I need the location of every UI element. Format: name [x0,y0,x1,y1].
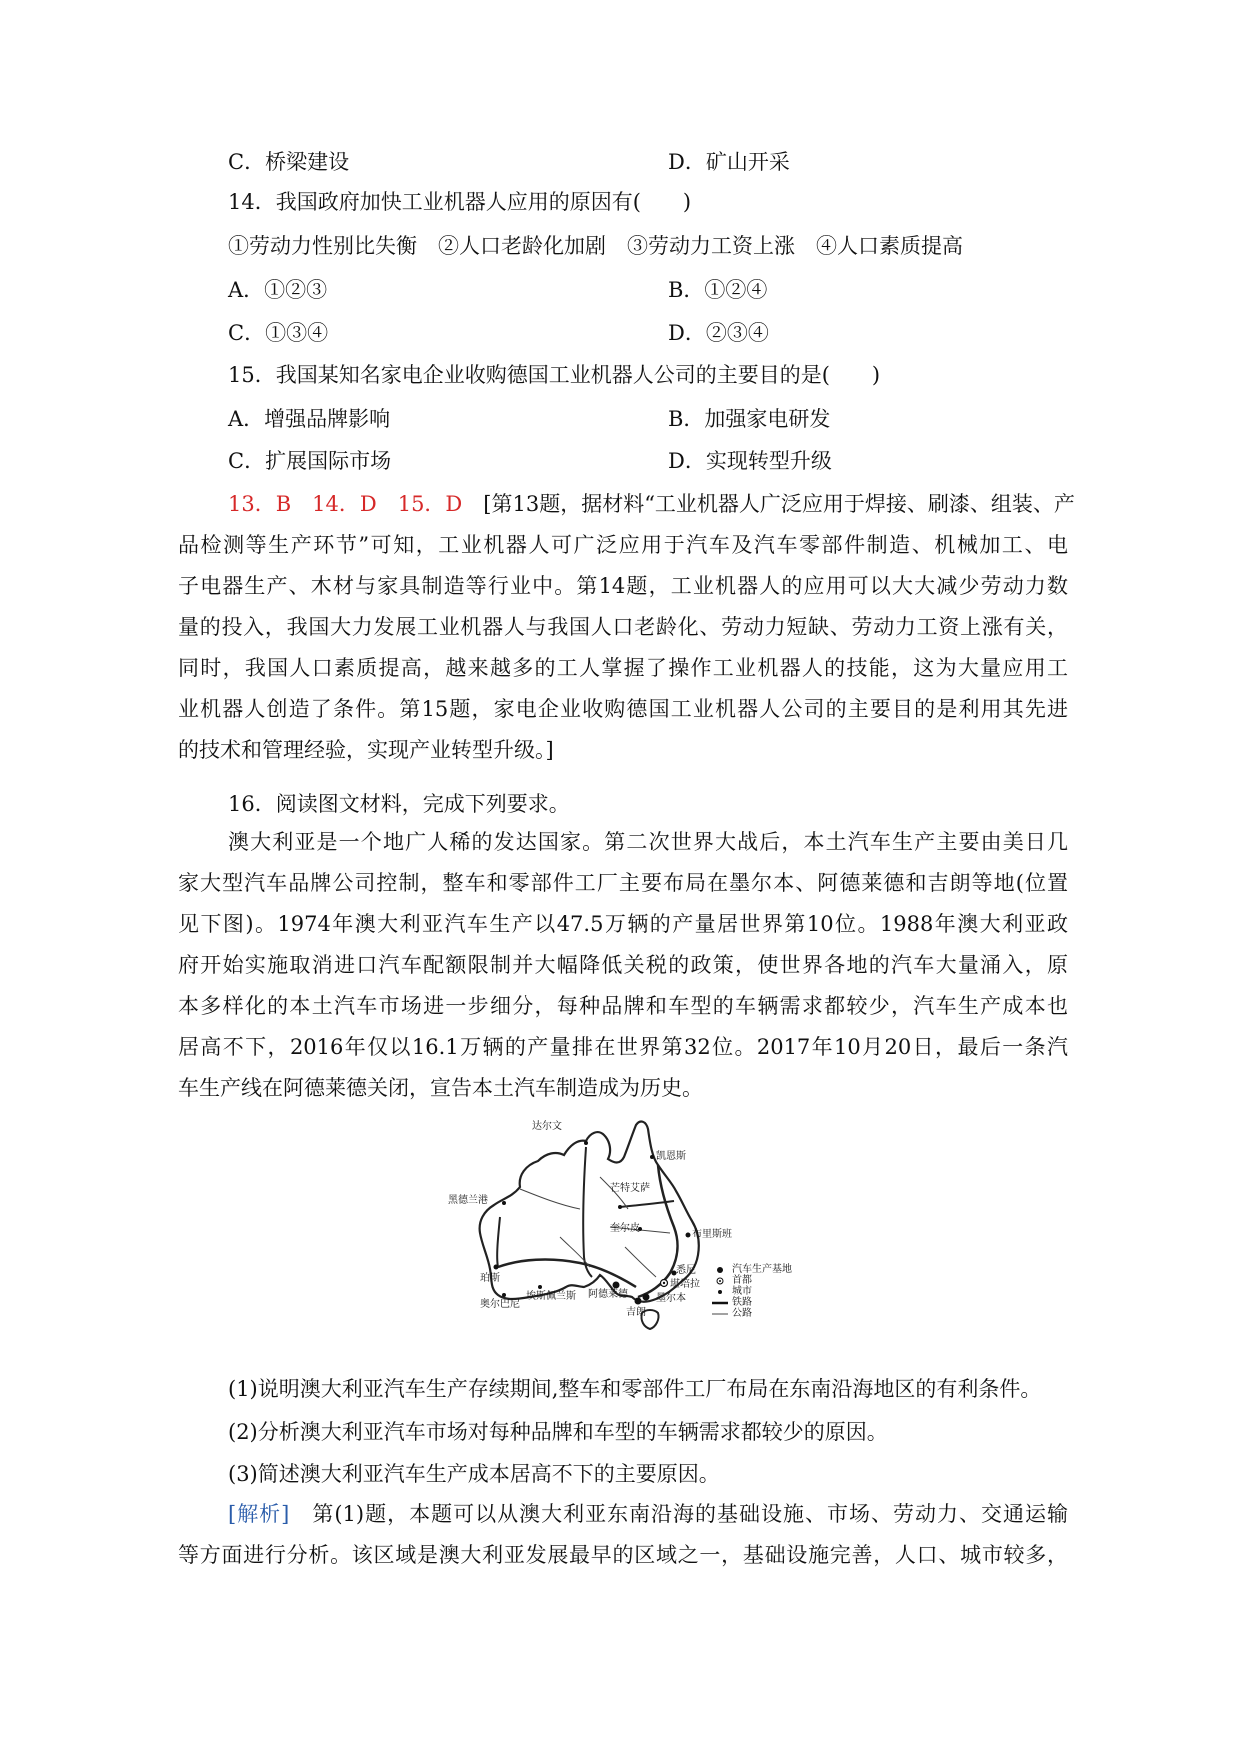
q15-options-ab [228,405,1128,433]
answer-line-1 [178,484,1075,525]
q16-sub3: (3)简述澳大利亚汽车生产成本居高不下的主要原因。 [228,1462,720,1486]
city-perth-marker [494,1265,499,1270]
material-line-2: 家大型汽车品牌公司控制，整车和零部件工厂主要布局在墨尔本、阿德莱德和吉朗等地(位置 [178,871,1068,895]
q16-stem: 16．阅读图文材料，完成下列要求。 [228,792,570,816]
label-melbourne: 墨尔本 [656,1293,686,1304]
material-line-7: 车生产线在阿德莱德关闭，宣告本土汽车制造成为历史。 [178,1076,703,1100]
q15-stem: 15．我国某知名家电企业收购德国工业机器人公司的主要目的是( ) [228,363,881,387]
answer-line-6: 业机器人创造了条件。第15题，家电企业收购德国工业机器人公司的主要目的是利用其先进 [178,697,1068,721]
label-sydney: 悉尼 [676,1265,696,1276]
q14-stem: 14．我国政府加快工业机器人应用的原因有( ) [228,190,692,214]
material-line-5: 本多样化的本土汽车市场进一步细分，每种品牌和车型的车辆需求都较少，汽车生产成本也 [178,994,1068,1018]
base-melbourne-marker [643,1294,650,1301]
legend-capital-label: 首都 [732,1275,752,1286]
q15-option-c: C．扩展国际市场 [228,449,392,473]
label-adelaide: 阿德莱德 [588,1289,628,1300]
city-darwin-marker [584,1141,588,1145]
answer-text-1: [第13题，据材料“工业机器人广泛应用于焊接、刷漆、组装、产 [462,492,1075,516]
q16-sub2: (2)分析澳大利亚汽车市场对每种品牌和车型的车辆需求都较少的原因。 [228,1420,888,1444]
analysis-line-1 [178,1494,1068,1535]
label-port-hedland: 黑德兰港 [448,1195,488,1206]
label-mount-isa: 芒特艾萨 [610,1183,650,1194]
material-line-1: 澳大利亚是一个地广人稀的发达国家。第二次世界大战后，本土汽车生产主要由美日几 [228,830,1068,854]
label-canberra: 堪培拉 [670,1279,700,1290]
q13-option-c: C．桥梁建设 [228,150,350,174]
label-quilpie: 奎尔皮 [610,1223,640,1234]
answer-key: 13．B 14．D 15．D [228,492,463,516]
australia-map [448,1117,820,1347]
material-line-3: 见下图)。1974年澳大利亚汽车生产以47.5万辆的产量居世界第10位。1988年澳大利亚政 [178,912,1068,936]
capital-canberra-dot [663,1282,665,1284]
analysis-text-1: 第(1)题，本题可以从澳大利亚东南沿海的基础设施、市场、劳动力、交通运输 [289,1502,1068,1526]
city-mountisa-marker [618,1205,622,1209]
q14-option-a: A．①②③ [228,278,328,302]
q14-option-d: D．②③④ [668,321,769,345]
q14-options-ab [228,276,1128,304]
material-line-6: 居高不下，2016年仅以16.1万辆的产量排在世界第32位。2017年10月20日，最后一条汽 [178,1035,1068,1059]
q14-items: ①劳动力性别比失衡 ②人口老龄化加剧 ③劳动力工资上涨 ④人口素质提高 [228,234,963,258]
city-esperance-marker [538,1285,542,1289]
city-albany-marker [502,1293,506,1297]
q15-option-a: A．增强品牌影响 [228,407,391,431]
material-line-4: 府开始实施取消进口汽车配额限制并大幅降低关税的政策，使世界各地的汽车大量涌入，原 [178,953,1068,977]
base-geelong-marker [635,1298,642,1305]
label-brisbane: 布里斯班 [692,1229,732,1240]
analysis-tag: [解析] [228,1502,290,1526]
answer-line-3: 子电器生产、木材与家具制造等行业中。第14题，工业机器人的应用可以大大减少劳动力数 [178,574,1068,598]
q13-option-d: D．矿山开采 [668,150,790,174]
legend-road-label: 公路 [732,1308,752,1319]
label-darwin: 达尔文 [532,1121,562,1132]
legend-base-symbol [717,1267,723,1273]
q16-sub1: (1)说明澳大利亚汽车生产存续期间,整车和零部件工厂布局在东南沿海地区的有利条件。 [228,1377,1042,1401]
label-albany: 奥尔巴尼 [480,1299,520,1310]
q14-option-b: B．①②④ [668,278,768,302]
q16-material [178,822,1068,1109]
analysis-line-2: 等方面进行分析。该区域是澳大利亚发展最早的区域之一，基础设施完善，人口、城市较多， [178,1543,1068,1567]
city-cairns-marker [650,1155,654,1159]
answer-line-5: 同时，我国人口素质提高，越来越多的工人掌握了操作工业机器人的技能，这为大量应用工 [178,656,1068,680]
label-geelong: 吉朗 [626,1307,646,1318]
answer-line-7: 的技术和管理经验，实现产业转型升级。] [178,738,554,762]
legend-capital-dot [719,1280,721,1282]
label-esperance: 埃斯佩兰斯 [526,1291,576,1302]
label-perth: 珀斯 [480,1273,500,1284]
legend-city-label: 城市 [732,1286,752,1297]
legend-base-label: 汽车生产基地 [732,1264,792,1275]
base-adelaide-marker [613,1282,620,1289]
answer-line-4: 量的投入，我国大力发展工业机器人与我国人口老龄化、劳动力短缺、劳动力工资上涨有关， [178,615,1068,639]
answer-explanation [178,484,1075,771]
city-brisbane-marker [686,1233,691,1238]
label-cairns: 凯恩斯 [656,1151,686,1162]
legend-city-symbol [718,1290,722,1294]
q15-option-d: D．实现转型升级 [668,449,832,473]
q15-options-cd [228,447,1128,475]
legend-railway-label: 铁路 [732,1297,752,1308]
q15-option-b: B．加强家电研发 [668,407,831,431]
q14-option-c: C．①③④ [228,321,329,345]
city-porthedland-marker [502,1201,506,1205]
answer-line-2: 品检测等生产环节”可知，工业机器人可广泛应用于汽车及汽车零部件制造、机械加工、电 [178,533,1068,557]
q14-options-cd [228,319,1128,347]
analysis [178,1494,1068,1576]
q13-options-cd [228,148,1128,176]
